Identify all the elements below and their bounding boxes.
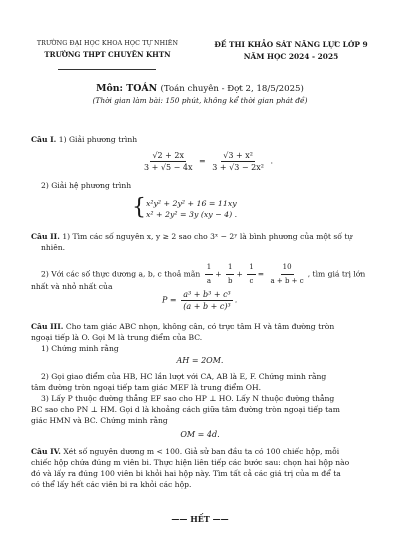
university-name: TRƯỜNG ĐẠI HỌC KHOA HỌC TỰ NHIÊN [36,40,179,47]
subject-name: Môn: TOÁN [96,83,158,94]
eq-equals: = [199,156,206,166]
subject-block [0,83,400,105]
q1-equation [140,151,273,172]
q4-line2: chiếc hộp chứa đúng m viên bi. Thực hiện liên tiếp các bước sau: chọn hai hộp nào [31,458,350,467]
school-year: NĂM HỌC 2024 - 2025 [243,52,339,61]
q4-line3: đó và lấy ra đúng 100 viên bi khỏi hai hộp này. Tìm tất cả các giá trị của m để ta [31,469,341,478]
q3-line7: BC sao cho PN ⊥ HM. Gọi d là khoảng cách giữa tâm đường tròn ngoại tiếp tam [31,405,340,414]
q3-line1-text: Cho tam giác ABC nhọn, không cân, có trực tâm H và tâm đường tròn [65,322,335,331]
q2-part1 [31,231,371,242]
q3-eq1: AH = 2OM. [176,356,224,365]
system-brace: { [132,195,146,220]
frac-1b-num: 1 [226,262,234,275]
frac-1c-num: 1 [247,262,255,275]
q2-part2-post: , tìm giá trị lớn [307,269,366,279]
subject-title [0,83,400,94]
q3-line3: 1) Chứng minh rằng [41,344,119,353]
eq-right-fraction [210,151,266,172]
end-mark: —— HẾT —— [171,514,229,524]
q1-part2: 2) Giải hệ phương trình [41,181,132,190]
q3-eq2: OM = 4d. [180,430,220,439]
p-end: . [234,295,238,305]
q2-part2-line2: nhất và nhỏ nhất của [31,282,113,291]
q3-line1 [31,321,334,332]
frac-1b-den: b [227,277,233,285]
frac-1b [226,262,234,287]
system-eq-1: x²y² + 2y² + 16 = 11xy [146,199,237,208]
frac-1a [205,262,213,287]
eq-left-den: 3 + √5 − 4x [144,163,193,172]
eq-left-num: √2 + 2x [152,151,185,160]
p-expression [162,290,237,311]
q3-line4: 2) Gọi giao điểm của HB, HC lần lượt với CA, AB là E, F. Chứng minh rằng [41,372,327,381]
q3-line6: 3) Lấy P thuộc đường thẳng EF sao cho HP ⊥ HO. Lấy N thuộc đường thẳng [41,394,335,403]
q3-line5: tâm đường tròn ngoại tiếp tam giác MEF là trung điểm OH. [31,383,261,392]
header-right [196,40,386,61]
frac-1c [247,262,255,287]
eq-left-fraction [142,151,194,172]
time-note: (Thời gian làm bài: 150 phút, không kể thời gian phát đề) [92,96,308,105]
frac-1a-num: 1 [205,262,213,275]
exam-title: ĐỀ THI KHẢO SÁT NĂNG LỰC LỚP 9 [214,40,368,49]
q1-label: Câu I. [31,135,57,144]
school-name: TRƯỜNG THPT CHUYÊN KHTN [44,50,171,59]
q4-label: Câu IV. [31,447,61,456]
q1-intro [31,134,137,145]
frac-10-den: a + b + c [270,277,304,285]
q4-line4: có thể lấy hết các viên bi ra khỏi các hộp. [31,480,192,489]
frac-10 [268,262,305,287]
eq-right-num: √3 + x² [223,151,253,160]
eq-right-den: 3 + √3 − 2x² [212,163,264,172]
system-eq-2: x² + 2y² = 3y (xy − 4) . [146,210,238,219]
q3-label: Câu III. [31,322,64,331]
frac-10-num: 10 [281,262,294,275]
header-underline [58,69,156,70]
p-fraction [181,290,233,311]
subject-note: (Toán chuyên - Đợt 2, 18/5/2025) [160,84,304,94]
header-left [20,40,195,59]
frac-1a-den: a [206,277,212,285]
q1-part1: 1) Giải phương trình [58,135,138,144]
q2-part1-line1: 1) Tìm các số nguyên x, y ≥ 2 sao cho 3ˣ − 2ʸ là bình phương của một số tự [62,232,353,241]
q2-part2-line1: 2) Với các số thực dương a, b, c thoả mãn $\frac{1}{a}$ + $\frac{1}{b}$ + $\frac{1}{c}$ = $\frac{10}{a + b + c}$ , tìm giá trị lớn [41,263,366,285]
q4-line1 [31,446,339,457]
p-num: a³ + b³ + c³ [183,290,231,299]
q3-line8: giác HMN và BC. Chứng minh rằng [31,416,168,425]
q3-line2: ngoại tiếp là O. Gọi M là trung điểm của BC. [31,333,203,342]
eq-end: . [270,156,274,166]
p-lhs: P = [162,295,177,305]
p-den: (a + b + c)³ [183,302,231,311]
q2-part1-line2: nhiên. [41,243,66,252]
q4-line1-text: Xét số nguyên dương m < 100. Giả sử ban đầu ta có 100 chiếc hộp, mỗi [63,447,340,456]
q2-label: Câu II. [31,232,60,241]
frac-1c-den: c [249,277,254,285]
q2-part2-pre: 2) Với các số thực dương a, b, c thoả mãn [41,269,201,279]
